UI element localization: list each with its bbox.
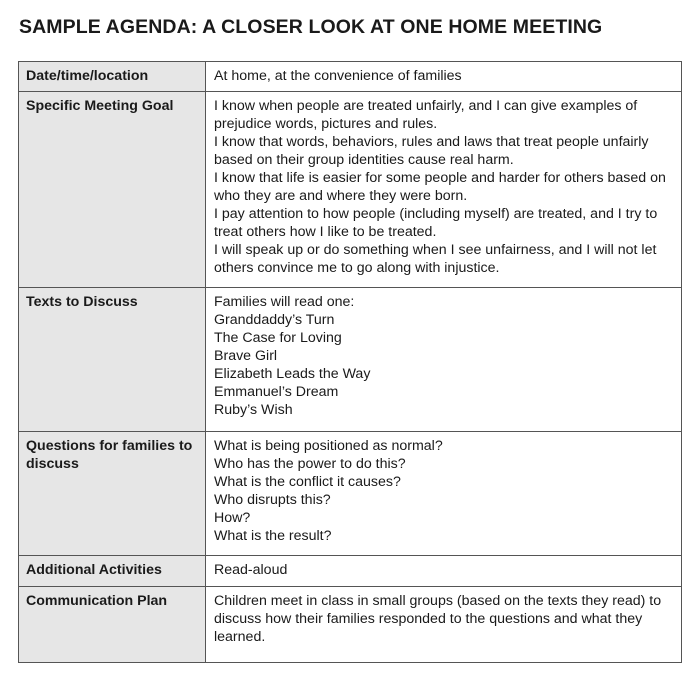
row-value	[206, 556, 682, 587]
question-line: How?	[214, 510, 251, 526]
question-line: What is the result?	[214, 528, 332, 544]
value-line: At home, at the convenience of families	[214, 68, 462, 84]
row-label: Specific Meeting Goal	[19, 92, 206, 288]
table-row-communication-plan	[19, 587, 682, 663]
question-line: What is being positioned as normal?	[214, 438, 443, 454]
goal-line: I pay attention to how people (including myself) are treated, and I try to treat others how I like to be treated.	[214, 206, 658, 240]
row-label: Communication Plan	[19, 587, 206, 663]
page-title: SAMPLE AGENDA: A CLOSER LOOK AT ONE HOME MEETING	[19, 16, 603, 38]
table-row-texts-to-discuss	[19, 288, 682, 432]
table-row-additional-activities	[19, 556, 682, 587]
agenda-table	[18, 61, 682, 663]
table-row-date-time-location	[19, 62, 682, 92]
row-value	[206, 432, 682, 556]
row-value	[206, 288, 682, 432]
row-value	[206, 62, 682, 92]
row-label: Date/time/location	[19, 62, 206, 92]
book-title: Brave Girl	[214, 348, 278, 364]
question-line: Who disrupts this?	[214, 492, 331, 508]
table-row-questions-for-families	[19, 432, 682, 556]
book-title: Ruby’s Wish	[214, 402, 293, 418]
goal-line: I know that life is easier for some people and harder for others based on who they are and where they were born.	[214, 170, 666, 204]
row-value	[206, 92, 682, 288]
value-line: Children meet in class in small groups (based on the texts they read) to discuss how their families responded to the questions and what they learned.	[214, 593, 662, 645]
row-label: Texts to Discuss	[19, 288, 206, 432]
book-title: Emmanuel’s Dream	[214, 384, 339, 400]
book-title: The Case for Loving	[214, 330, 342, 346]
book-title: Elizabeth Leads the Way	[214, 366, 371, 382]
book-title: Granddaddy’s Turn	[214, 312, 335, 328]
text-line: Families will read one:	[214, 294, 355, 310]
goal-line: I know when people are treated unfairly, and I can give examples of prejudice words, pictures and rules.	[214, 98, 638, 132]
row-value	[206, 587, 682, 663]
row-label: Additional Activities	[19, 556, 206, 587]
row-label: Questions for families to discuss	[19, 432, 206, 556]
question-line: Who has the power to do this?	[214, 456, 406, 472]
goal-line: I know that words, behaviors, rules and laws that treat people unfairly based on their group identities cause real harm.	[214, 134, 649, 168]
table-row-specific-meeting-goal	[19, 92, 682, 288]
question-line: What is the conflict it causes?	[214, 474, 401, 490]
goal-line: I will speak up or do something when I see unfairness, and I will not let others convince me to go along with injustice.	[214, 242, 657, 276]
value-line: Read-aloud	[214, 562, 288, 578]
